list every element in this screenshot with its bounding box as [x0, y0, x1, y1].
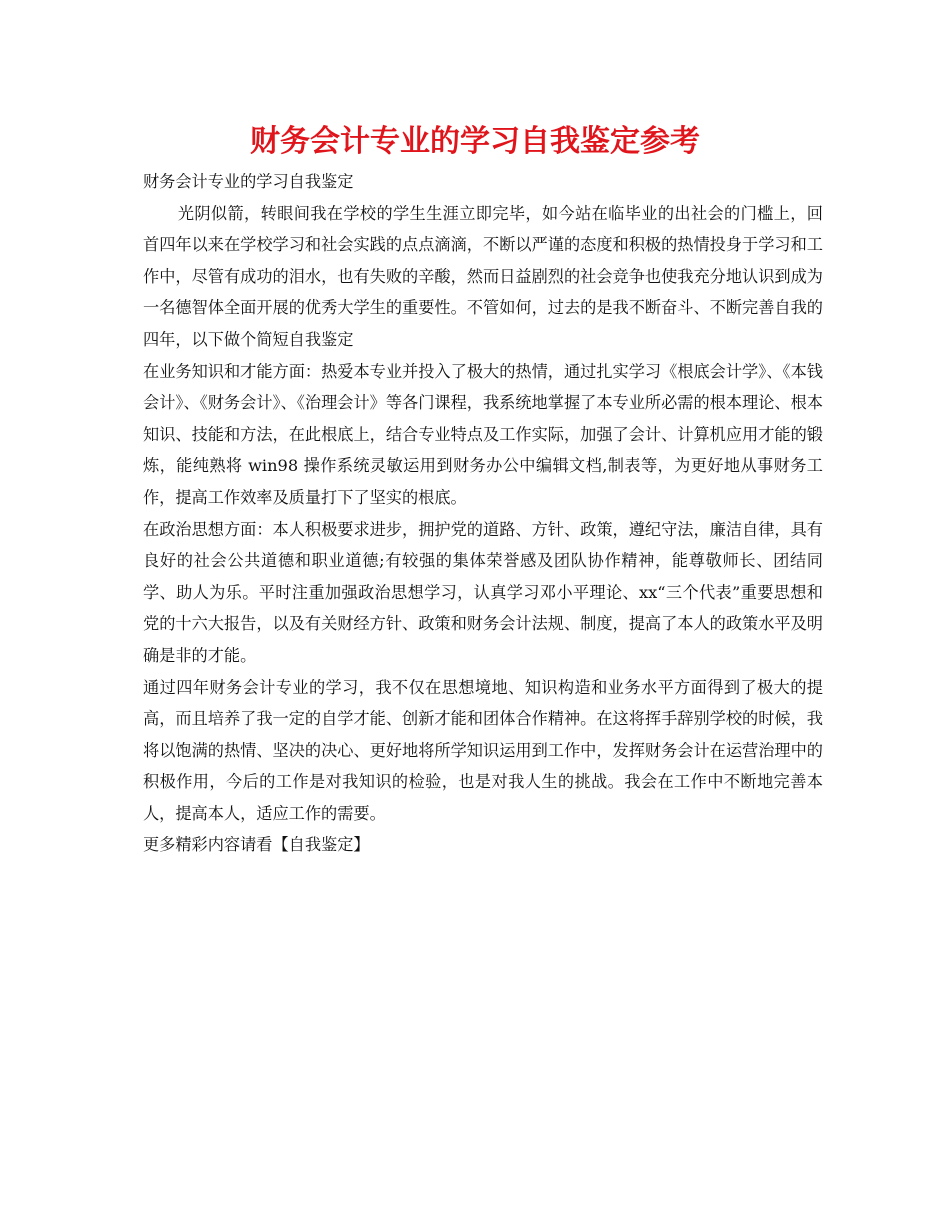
closing-line: 更多精彩内容请看【自我鉴定】 — [143, 835, 370, 855]
paragraph-political-thought: 在政治思想方面：本人积极要求进步，拥护党的道路、方针、政策，遵纪守法，廉洁自律，具有良好的社会公共道德和职业道德;有较强的集体荣誉感及团队协作精神，能尊敬师长、团结同学、助人为乐。平时注重加强政治思想学习，认真学习邓小平理论、xx“三个代表”重要思想和党的十六大报告，以及有关财经方针、政策和财务会计法规、制度，提高了本人的政策水平及明确是非的才能。 — [143, 519, 823, 665]
document-title: 财务会计专业的学习自我鉴定参考 — [250, 124, 700, 159]
document-subtitle: 财务会计专业的学习自我鉴定 — [143, 172, 354, 191]
paragraph-summary: 通过四年财务会计专业的学习，我不仅在思想境地、知识构造和业务水平方面得到了极大的提高，而且培养了我一定的自学才能、创新才能和团体合作精神。在这将挥手辞别学校的时候，我将以饱满的热情、坚决的决心、更好地将所学知识运用到工作中，发挥财务会计在运营治理中的积极作用，今后的工作是对我知识的检验，也是对我人生的挑战。我会在工作中不断地完善本人，提高本人，适应工作的需要。 — [143, 677, 823, 823]
paragraph-intro: 光阴似箭，转眼间我在学校的学生生涯立即完毕，如今站在临毕业的出社会的门槛上，回首四年以来在学校学习和社会实践的点点滴滴，不断以严谨的态度和积极的热情投身于学习和工作中，尽管有成功的泪水，也有失败的辛酸，然而日益剧烈的社会竞争也使我充分地认识到成为一名德智体全面开展的优秀大学生的重要性。不管如何，过去的是我不断奋斗、不断完善自我的四年，以下做个简短自我鉴定 — [143, 203, 823, 349]
paragraph-professional-skills: 在业务知识和才能方面：热爱本专业并投入了极大的热情，通过扎实学习《根底会计学》、《本钱会计》、《财务会计》、《治理会计》等各门课程，我系统地掌握了本专业所必需的根本理论、根本知识、技能和方法，在此根底上，结合专业特点及工作实际，加强了会计、计算机应用才能的锻炼，能纯熟将 win98 操作系统灵敏运用到财务办公中编辑文档,制表等，为更好地从事财务工作，提高工作效率及质量打下了坚实的根底。 — [143, 361, 823, 507]
document-body — [143, 166, 823, 861]
